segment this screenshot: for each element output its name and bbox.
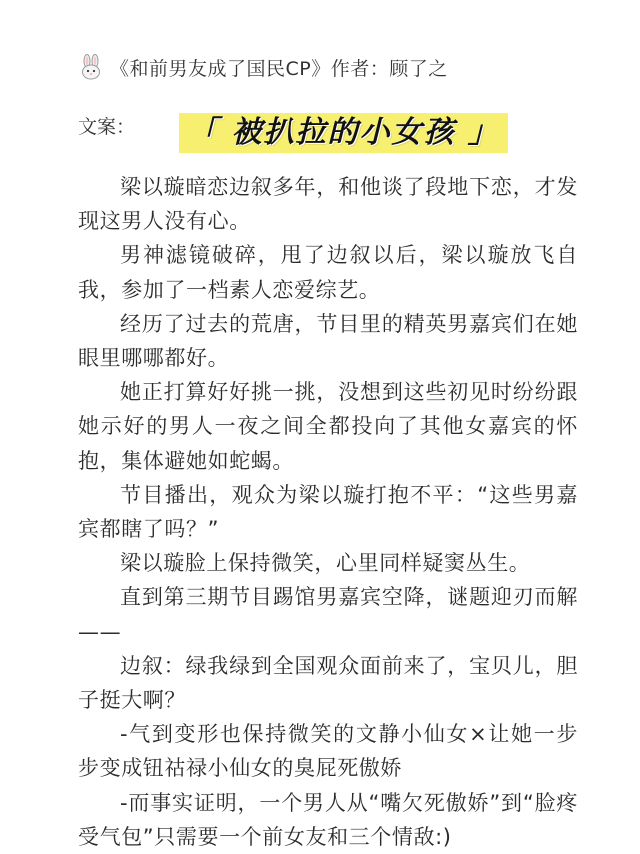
paragraph: 节目播出，观众为梁以璇打抱不平：“这些男嘉宾都瞎了吗？”	[78, 482, 578, 542]
paragraph: 男神滤镜破碎，甩了边叙以后，梁以璇放飞自我，参加了一档素人恋爱综艺。	[78, 243, 578, 302]
paragraph: 边叙：绿我绿到全国观众面前来了，宝贝儿，胆子挺大啊？	[78, 653, 578, 713]
paragraph: 她正打算好好挑一挑，没想到这些初见时纷纷跟她示好的男人一夜之间全都投向了其他女嘉宾的怀抱，集体避她如蛇蝎。	[78, 380, 578, 473]
synopsis-body	[78, 170, 578, 854]
book-header	[78, 50, 448, 84]
paragraph: 直到第三期节目踢馆男嘉宾空降，谜题迎刃而解——	[78, 585, 578, 644]
synopsis-label: 文案：	[78, 115, 136, 138]
paragraph: 经历了过去的荒唐，节目里的精英男嘉宾们在她眼里哪哪都好。	[78, 311, 578, 371]
highlight-title: 「 被扒拉的小女孩 」	[179, 113, 508, 153]
paragraph: 梁以璇脸上保持微笑，心里同样疑窦丛生。	[120, 551, 531, 576]
paragraph: 梁以璇暗恋边叙多年，和他谈了段地下恋，才发现这男人没有心。	[78, 175, 578, 234]
paragraph: -气到变形也保持微笑的文静小仙女×让她一步步变成钮祜禄小仙女的臭屁死傲娇	[78, 722, 578, 781]
book-title: 《和前男友成了国民CP》作者：顾了之	[110, 57, 448, 80]
bunny-icon	[78, 54, 104, 80]
synopsis-heading-row	[78, 108, 508, 158]
paragraph: -而事实证明，一个男人从“嘴欠死傲娇”到“脸疼受气包”只需要一个前女友和三个情敌:)	[78, 790, 578, 849]
